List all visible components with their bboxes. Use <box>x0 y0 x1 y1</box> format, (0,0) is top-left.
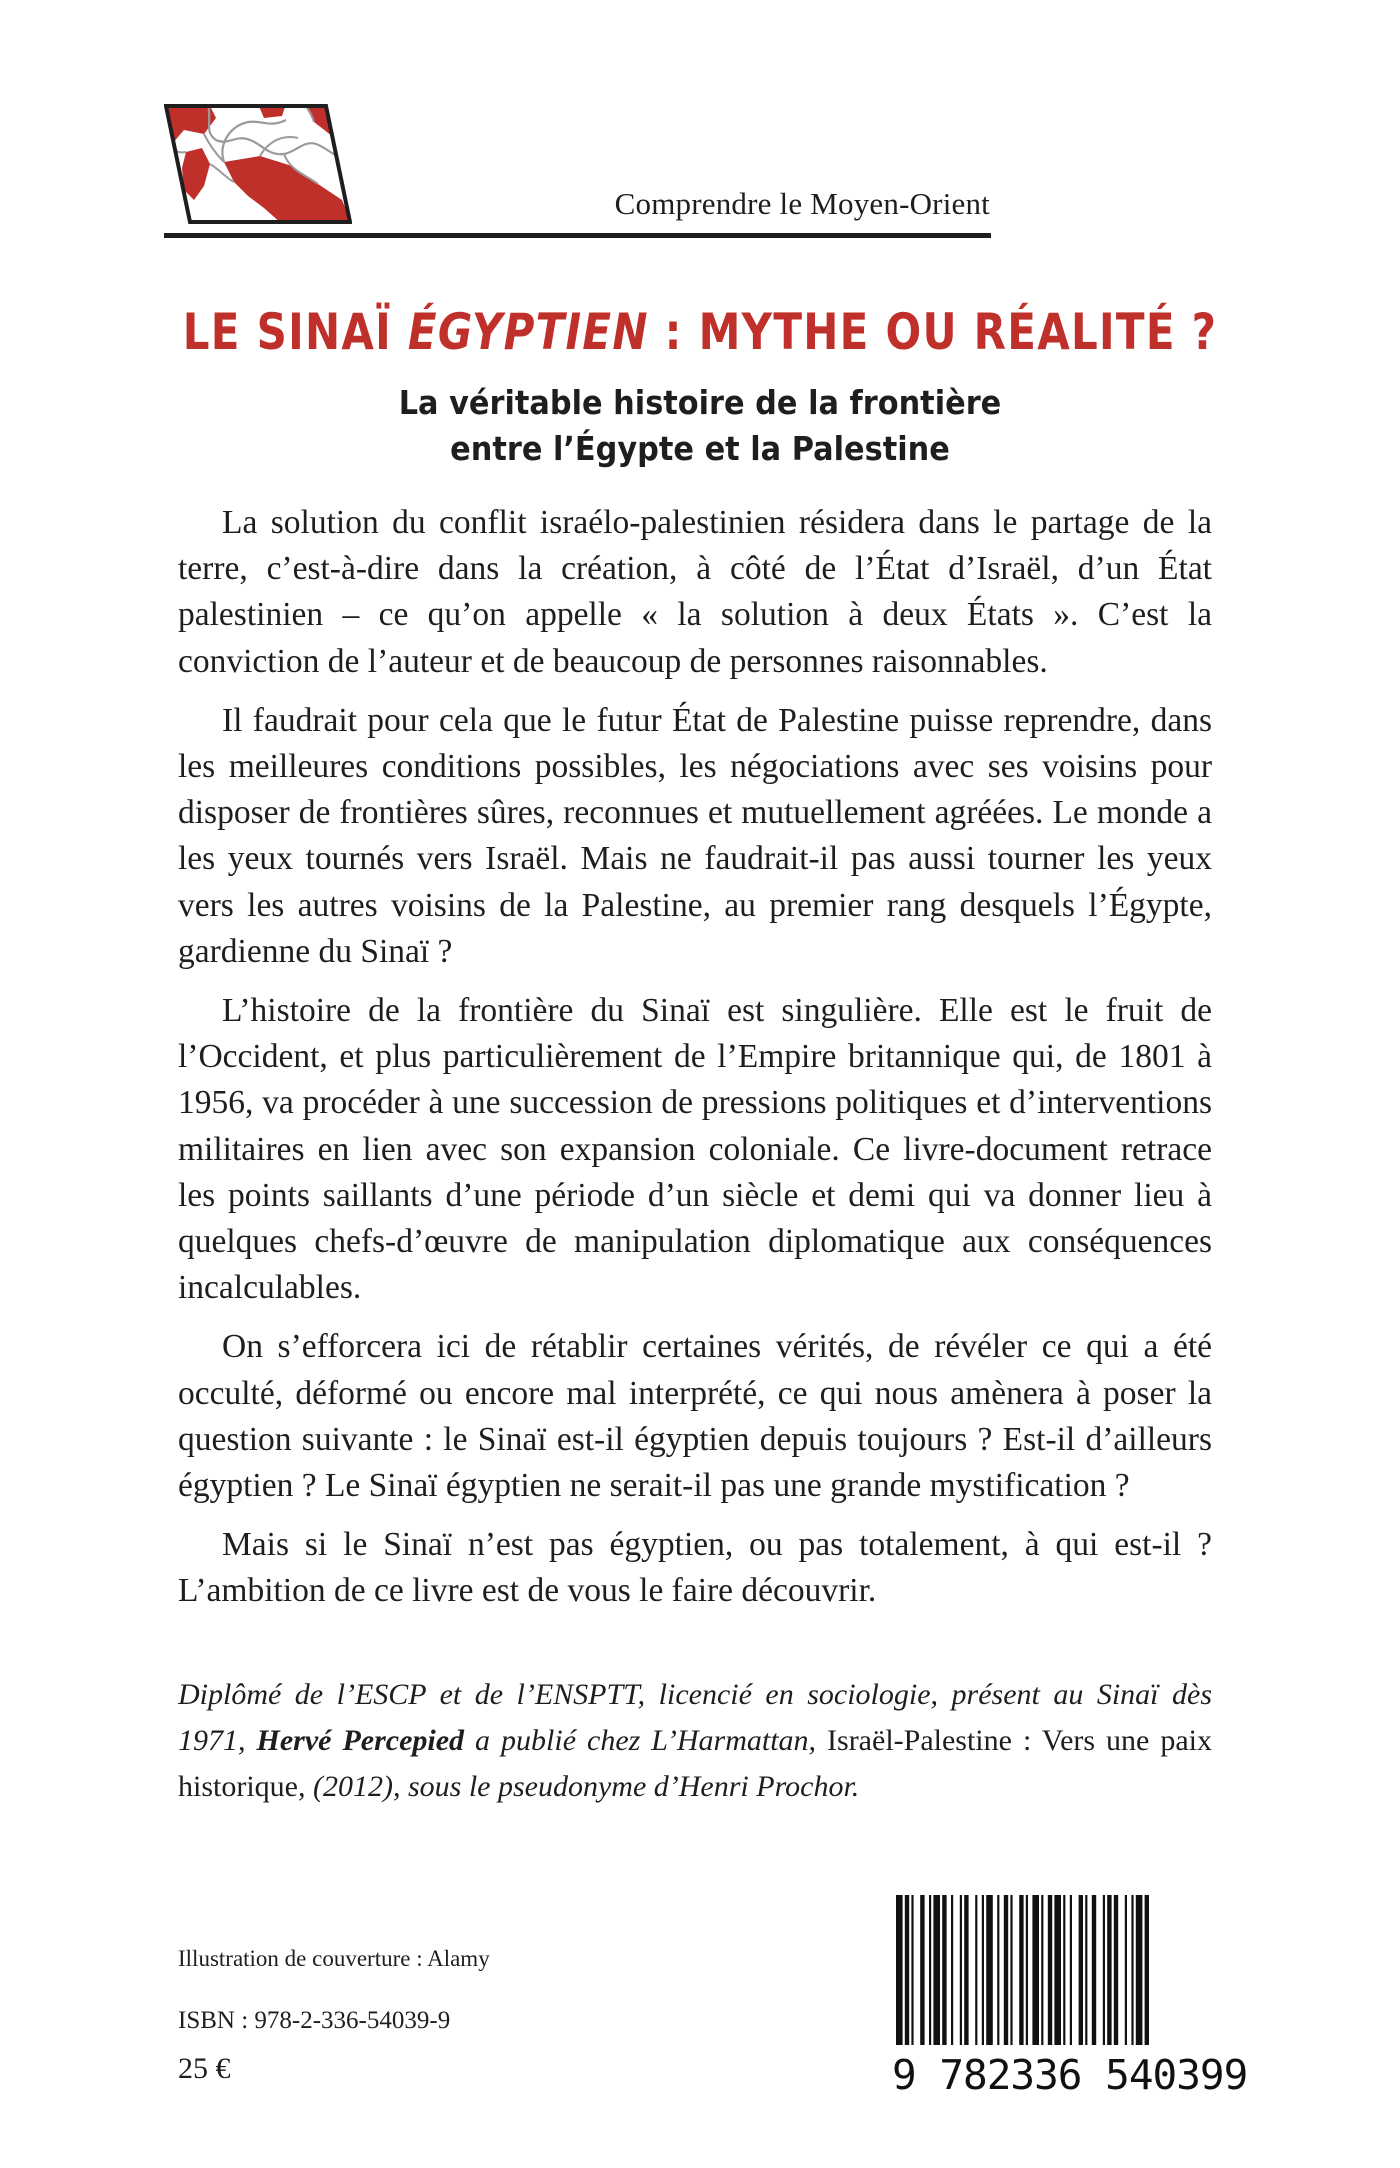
barcode-bar <box>1079 1895 1083 2045</box>
bio-intro: Diplômé de l’ESCP et de l’ENSPTT, licencié en sociologie, présent au Sinaï dès 1971, <box>178 1678 1212 1757</box>
barcode-bars <box>892 1895 1208 2045</box>
blurb-paragraph: La solution du conflit israélo-palestinien résidera dans le partage de la terre, c’est-à-dire dans la création, à côté de l’État d’Israël, d’un État palestinien – ce qu’on appelle « la solution à deux États ». C’est la conviction de l’auteur et de beaucoup de personnes raisonnables. <box>178 504 1212 680</box>
barcode-bar <box>975 1895 977 2045</box>
blurb-paragraph: Il faudrait pour cela que le futur État de Palestine puisse reprendre, dans les meilleures conditions possibles, les négociations avec ses voisins pour disposer de frontières sûres, reconnues et mutuellement agréées. Le monde a les yeux tournés vers Israël. Mais ne faudrait-il pas aussi tourner les yeux vers les autres voisins de la Palestine, au premier rang desquels l’Égypte, gardienne du Sinaï ? <box>178 701 1212 970</box>
barcode-bar <box>1041 1895 1043 2045</box>
barcode-bar <box>1114 1895 1118 2045</box>
blurb-paragraph: On s’efforcera ici de rétablir certaines vérités, de révéler ce qui a été occulté, déformé ou encore mal interprété, ce qui nous amènera à poser la question suivante : le Sinaï est-il égyptien depuis toujours ? Est-il d’ailleurs égyptien ? Le Sinaï égyptien ne serait-il pas une grande mystification ? <box>178 1328 1212 1505</box>
barcode-bar <box>942 1895 946 2045</box>
barcode-bar <box>1085 1895 1087 2045</box>
barcode-bar <box>986 1895 993 2045</box>
series-divider <box>164 233 991 238</box>
back-cover-blurb <box>178 500 1212 1615</box>
bio-rest: , (2012), sous le pseudonyme d’Henri Prochor. <box>298 1770 860 1803</box>
illustration-credit: Illustration de couverture : Alamy <box>178 1946 490 1971</box>
barcode-bar <box>1107 1895 1111 2045</box>
subtitle-line-1: La véritable histoire de la frontière <box>398 383 1002 422</box>
blurb-paragraph: L’histoire de la frontière du Sinaï est singulière. Elle est le fruit de l’Occident, et plus particulièrement de l’Empire britannique qui, de 1801 à 1956, va procéder à une succession de pressions politiques et d’interventions militaires en lien avec son expansion coloniale. Ce livre-document retrace les points saillants d’une période d’un siècle et demi qui va donner lieu à quelques chefs-d’œuvre de manipulation diplomatique aux conséquences incalculables. <box>178 992 1212 1307</box>
barcode-bar <box>997 1895 999 2045</box>
book-subtitle <box>56 380 1344 472</box>
barcode-digits: 9 782336 540399 <box>892 2051 1248 2099</box>
author-bio <box>178 1672 1212 1810</box>
bio-published: a publié chez L’Harmattan, <box>464 1724 828 1757</box>
barcode-bar <box>1145 1895 1149 2045</box>
barcode-bar <box>911 1895 913 2045</box>
isbn: ISBN : 978-2-336-54039-9 <box>178 2007 451 2034</box>
barcode-bar <box>1125 1895 1127 2045</box>
barcode-bar <box>1070 1895 1072 2045</box>
previous-book-title: Israël-Palestine : Vers une paix historique <box>178 1724 1212 1803</box>
series-logo-map <box>164 104 352 224</box>
blurb-paragraph: Mais si le Sinaï n’est pas égyptien, ou pas totalement, à qui est-il ? L’ambition de ce livre est de vous le faire découvrir. <box>178 1526 1212 1610</box>
title-part-1: LE SINAÏ <box>182 303 408 361</box>
barcode-bar <box>960 1895 962 2045</box>
barcode-bar <box>1054 1895 1061 2045</box>
barcode-bar <box>964 1895 968 2045</box>
barcode-bar <box>896 1895 903 2045</box>
barcode-bar <box>1010 1895 1012 2045</box>
barcode-bar <box>933 1895 940 2045</box>
barcode-bar <box>1131 1895 1133 2045</box>
barcode-bar <box>1026 1895 1028 2045</box>
barcode-bar <box>905 1895 909 2045</box>
barcode-bar <box>1063 1895 1065 2045</box>
barcode-bar <box>1136 1895 1143 2045</box>
barcode <box>892 1895 1248 2105</box>
barcode-bar <box>1103 1895 1105 2045</box>
barcode-bar <box>929 1895 931 2045</box>
series-name: Comprendre le Moyen-Orient <box>614 186 990 221</box>
barcode-bar <box>1032 1895 1039 2045</box>
price: 25 € <box>178 2052 231 2085</box>
title-italic-word: ÉGYPTIEN <box>407 303 649 361</box>
barcode-bar <box>1019 1895 1023 2045</box>
author-name: Hervé Percepied <box>256 1724 465 1757</box>
barcode-bar <box>1048 1895 1052 2045</box>
barcode-bar <box>920 1895 924 2045</box>
title-part-2: : MYTHE OU RÉALITÉ ? <box>648 303 1218 361</box>
subtitle-line-2: entre l’Égypte et la Palestine <box>450 429 950 468</box>
barcode-bar <box>951 1895 953 2045</box>
barcode-bar <box>982 1895 984 2045</box>
barcode-bar <box>1004 1895 1008 2045</box>
book-title <box>112 303 1288 361</box>
barcode-bar <box>1092 1895 1096 2045</box>
